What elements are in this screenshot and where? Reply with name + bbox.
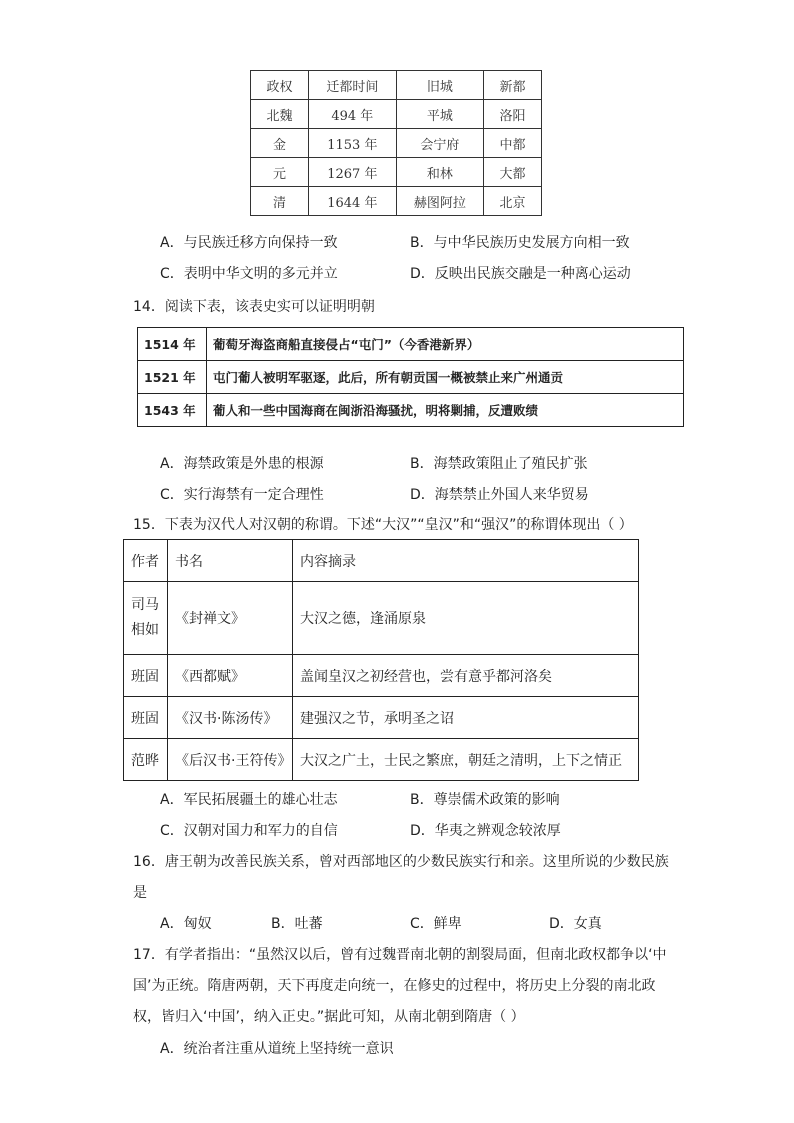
q17-option-a[interactable]: A．统治者注重从道统上坚持统一意识 [160,1041,394,1057]
table-cell: 洛阳 [484,100,542,129]
table-row [124,739,639,781]
table-cell: 北魏 [251,100,309,129]
q14-option-b[interactable]: B．海禁政策阻止了殖民扩张 [410,456,588,472]
table-row [251,100,542,129]
author-line: 相如 [131,622,159,638]
q14-option-d[interactable]: D．海禁禁止外国人来华贸易 [410,487,589,503]
table-cell: 清 [251,187,309,216]
table-cell: 中都 [484,129,542,158]
excerpt-cell: 大汉之德，逢涌原泉 [293,582,639,655]
table-cell: 1267 年 [308,158,396,187]
book-cell: 《封禅文》 [168,582,293,655]
excerpt-cell: 盖闻皇汉之初经营也，尝有意乎都河洛矣 [293,655,639,697]
capital-table [250,70,542,216]
header-cell: 内容摘录 [293,540,639,582]
q16-option-d[interactable]: D．女真 [549,916,602,932]
book-cell: 《汉书·陈汤传》 [168,697,293,739]
q16-option-a[interactable]: A．匈奴 [160,916,212,932]
q14-stem: 14．阅读下表，该表史实可以证明明朝 [133,299,375,315]
event-cell: 葡人和一些中国海商在闽浙沿海骚扰，明将剿捕，反遭败绩 [207,394,684,427]
table-row [138,394,684,427]
header-cell: 作者 [124,540,168,582]
year-cell: 1514 年 [138,328,207,361]
q14-option-a[interactable]: A．海禁政策是外患的根源 [160,456,324,472]
excerpt-cell: 大汉之广土，士民之繁庶，朝廷之清明，上下之情正 [293,739,639,781]
q16-option-b[interactable]: B．吐蕃 [271,916,323,932]
q15-option-a[interactable]: A．军民拓展疆土的雄心壮志 [160,792,338,808]
q15-stem: 15．下表为汉代人对汉朝的称谓。下述“大汉”“皇汉”和“强汉”的称谓体现出（ ） [133,517,633,533]
book-cell: 《西都赋》 [168,655,293,697]
table-header-row [251,71,542,100]
q16-stem-cont: 是 [133,885,147,901]
year-cell: 1521 年 [138,361,207,394]
q13-option-d[interactable]: D．反映出民族交融是一种离心运动 [410,266,631,282]
author-line: 司马 [131,597,159,613]
table-cell: 494 年 [308,100,396,129]
q16-stem: 16．唐王朝为改善民族关系，曾对西部地区的少数民族实行和亲。这里所说的少数民族 [133,854,669,870]
han-title-table [123,539,639,781]
header-cell: 书名 [168,540,293,582]
table-row [251,187,542,216]
table-cell: 赫图阿拉 [396,187,483,216]
header-cell: 政权 [251,71,309,100]
table-cell: 北京 [484,187,542,216]
table-cell: 1644 年 [308,187,396,216]
header-cell: 迁都时间 [308,71,396,100]
q15-option-d[interactable]: D．华夷之辨观念较浓厚 [410,823,561,839]
excerpt-cell: 建强汉之节，承明圣之诏 [293,697,639,739]
table-header-row [124,540,639,582]
author-cell: 范晔 [124,739,168,781]
header-cell: 新都 [484,71,542,100]
q17-stem: 17．有学者指出：“虽然汉以后，曾有过魏晋南北朝的割裂局面，但南北政权都争以‘中 [133,947,667,963]
q15-option-b[interactable]: B．尊崇儒术政策的影响 [410,792,560,808]
author-cell: 班固 [124,655,168,697]
q15-option-c[interactable]: C．汉朝对国力和军力的自信 [160,823,338,839]
table-row [124,582,639,655]
table-row [138,328,684,361]
event-cell: 葡萄牙海盗商船直接侵占“屯门”（今香港新界） [207,328,684,361]
table-row [124,697,639,739]
q13-option-b[interactable]: B．与中华民族历史发展方向相一致 [410,235,630,251]
q16-option-c[interactable]: C．鲜卑 [410,916,462,932]
author-cell [124,582,168,655]
table-row [251,129,542,158]
year-cell: 1543 年 [138,394,207,427]
author-cell: 班固 [124,697,168,739]
table-cell: 会宁府 [396,129,483,158]
table-row [124,655,639,697]
book-cell: 《后汉书·王符传》 [168,739,293,781]
table-row [138,361,684,394]
q14-option-c[interactable]: C．实行海禁有一定合理性 [160,487,324,503]
q17-stem-cont: 权，皆归入‘中国’，纳入正史。”据此可知，从南北朝到隋唐（ ） [133,1009,525,1025]
q13-option-c[interactable]: C．表明中华文明的多元并立 [160,266,338,282]
header-cell: 旧城 [396,71,483,100]
q17-stem-cont: 国’为正统。隋唐两朝，天下再度走向统一，在修史的过程中，将历史上分裂的南北政 [133,978,656,994]
table-cell: 和林 [396,158,483,187]
table-cell: 大都 [484,158,542,187]
table-cell: 金 [251,129,309,158]
table-row [251,158,542,187]
event-cell: 屯门葡人被明军驱逐，此后，所有朝贡国一概被禁止来广州通贡 [207,361,684,394]
table-cell: 平城 [396,100,483,129]
trade-table [137,327,684,427]
table-cell: 1153 年 [308,129,396,158]
q13-option-a[interactable]: A．与民族迁移方向保持一致 [160,235,338,251]
table-cell: 元 [251,158,309,187]
